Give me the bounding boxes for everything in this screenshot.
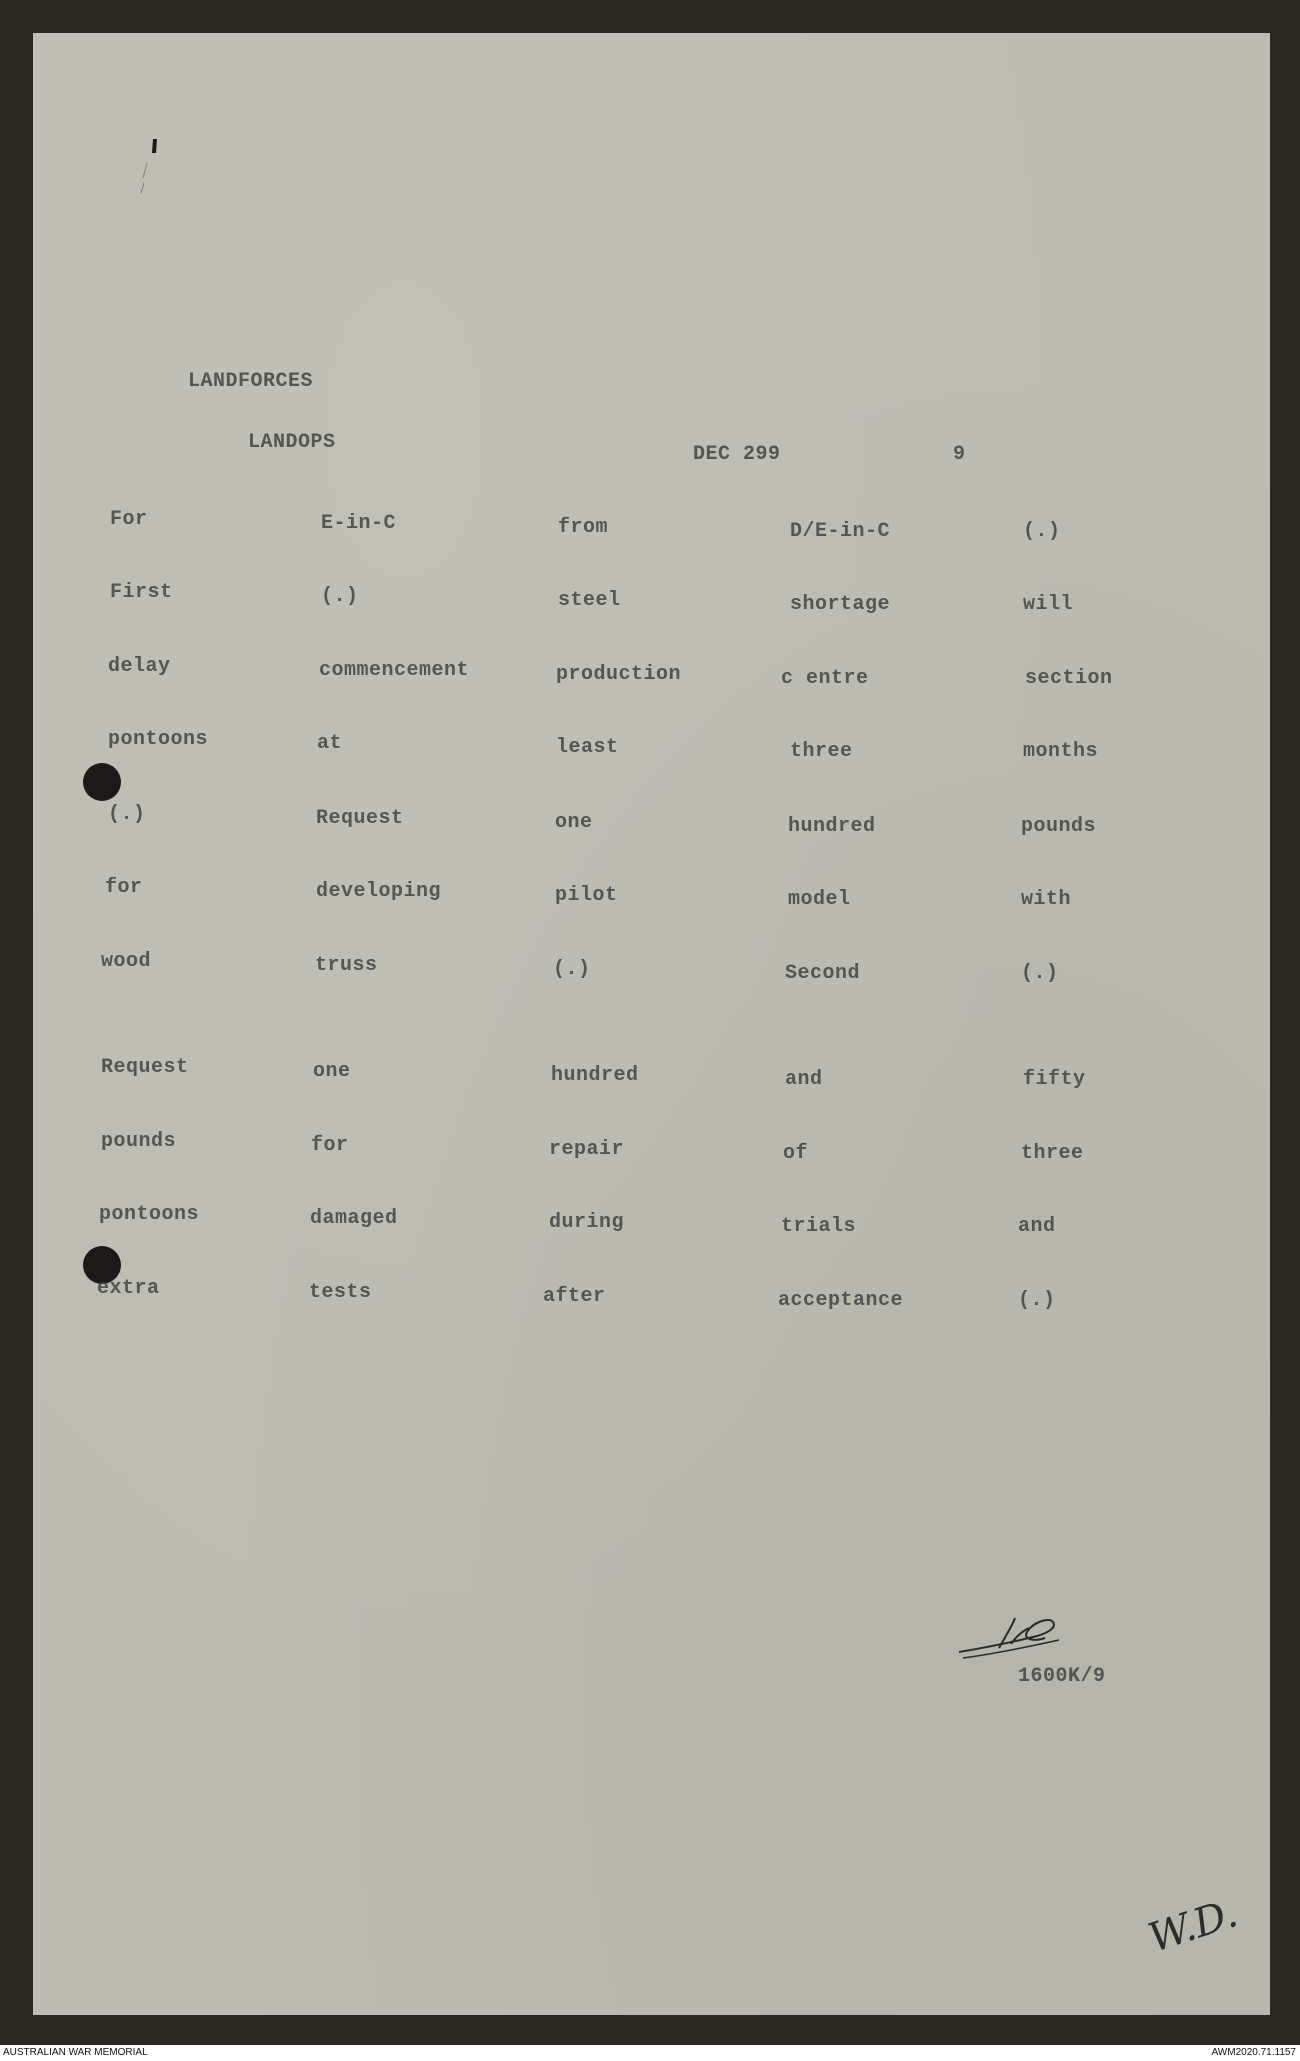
message-word: and <box>785 1068 823 1091</box>
message-word: at <box>317 732 343 755</box>
message-word: First <box>110 581 173 604</box>
message-word: (.) <box>321 585 359 608</box>
message-word: developing <box>316 880 442 903</box>
message-word: for <box>311 1134 349 1157</box>
sheet-number: 9 <box>953 443 966 466</box>
message-word: least <box>556 736 619 759</box>
message-word: Request <box>101 1056 189 1079</box>
message-word: For <box>110 508 148 531</box>
message-word: extra <box>97 1277 160 1300</box>
message-word: acceptance <box>778 1289 904 1312</box>
message-word: after <box>543 1285 606 1308</box>
message-word: for <box>105 876 143 899</box>
message-word: tests <box>309 1281 372 1304</box>
message-word: (.) <box>108 803 146 826</box>
message-word: damaged <box>310 1207 398 1230</box>
message-word: and <box>1018 1215 1056 1238</box>
date-reference: DEC 299 <box>693 443 781 466</box>
message-word: pounds <box>1021 815 1097 838</box>
punch-hole-top <box>83 763 121 801</box>
signature <box>953 1608 1083 1668</box>
handwritten-annotation: W.D. <box>1143 1890 1244 1962</box>
message-word: months <box>1023 740 1099 763</box>
message-word: D/E-in-C <box>790 520 891 543</box>
message-word: hundred <box>551 1064 639 1087</box>
message-word: (.) <box>1018 1289 1056 1312</box>
message-word: steel <box>558 589 621 612</box>
message-word: pounds <box>101 1130 177 1153</box>
message-word: section <box>1025 667 1113 690</box>
message-word: (.) <box>1021 962 1059 985</box>
message-word: shortage <box>790 593 891 616</box>
message-word: repair <box>549 1138 625 1161</box>
message-word: c entre <box>781 667 869 690</box>
message-word: of <box>783 1142 809 1165</box>
message-word: three <box>1021 1142 1084 1165</box>
message-word: Second <box>785 962 861 985</box>
message-word: production <box>556 663 682 686</box>
message-word: one <box>313 1060 351 1083</box>
ink-mark <box>123 133 163 203</box>
message-word: pontoons <box>108 728 209 751</box>
message-word: Request <box>316 807 404 830</box>
addressee: LANDFORCES <box>188 370 314 393</box>
message-word: (.) <box>553 958 591 981</box>
message-word: fifty <box>1023 1068 1086 1091</box>
footer-bar <box>0 2045 1300 2061</box>
message-word: three <box>790 740 853 763</box>
message-word: E-in-C <box>321 512 397 535</box>
originator: LANDOPS <box>248 431 336 454</box>
message-word: pilot <box>555 884 618 907</box>
message-word: wood <box>101 950 152 973</box>
footer-accession: AWM2020.71.1157 <box>1211 2047 1296 2058</box>
footer-source: AUSTRALIAN WAR MEMORIAL <box>3 2047 148 2058</box>
message-word: from <box>558 516 609 539</box>
message-word: trials <box>781 1215 857 1238</box>
document-page <box>33 33 1270 2015</box>
message-word: with <box>1021 888 1072 911</box>
time-reference: 1600K/9 <box>1018 1665 1106 1688</box>
message-word: model <box>788 888 851 911</box>
message-word: (.) <box>1023 520 1061 543</box>
message-word: will <box>1023 593 1074 616</box>
message-word: truss <box>315 954 378 977</box>
message-word: delay <box>108 655 171 678</box>
message-word: hundred <box>788 815 876 838</box>
message-word: one <box>555 811 593 834</box>
message-word: commencement <box>319 659 470 682</box>
message-word: pontoons <box>99 1203 200 1226</box>
message-word: during <box>549 1211 625 1234</box>
